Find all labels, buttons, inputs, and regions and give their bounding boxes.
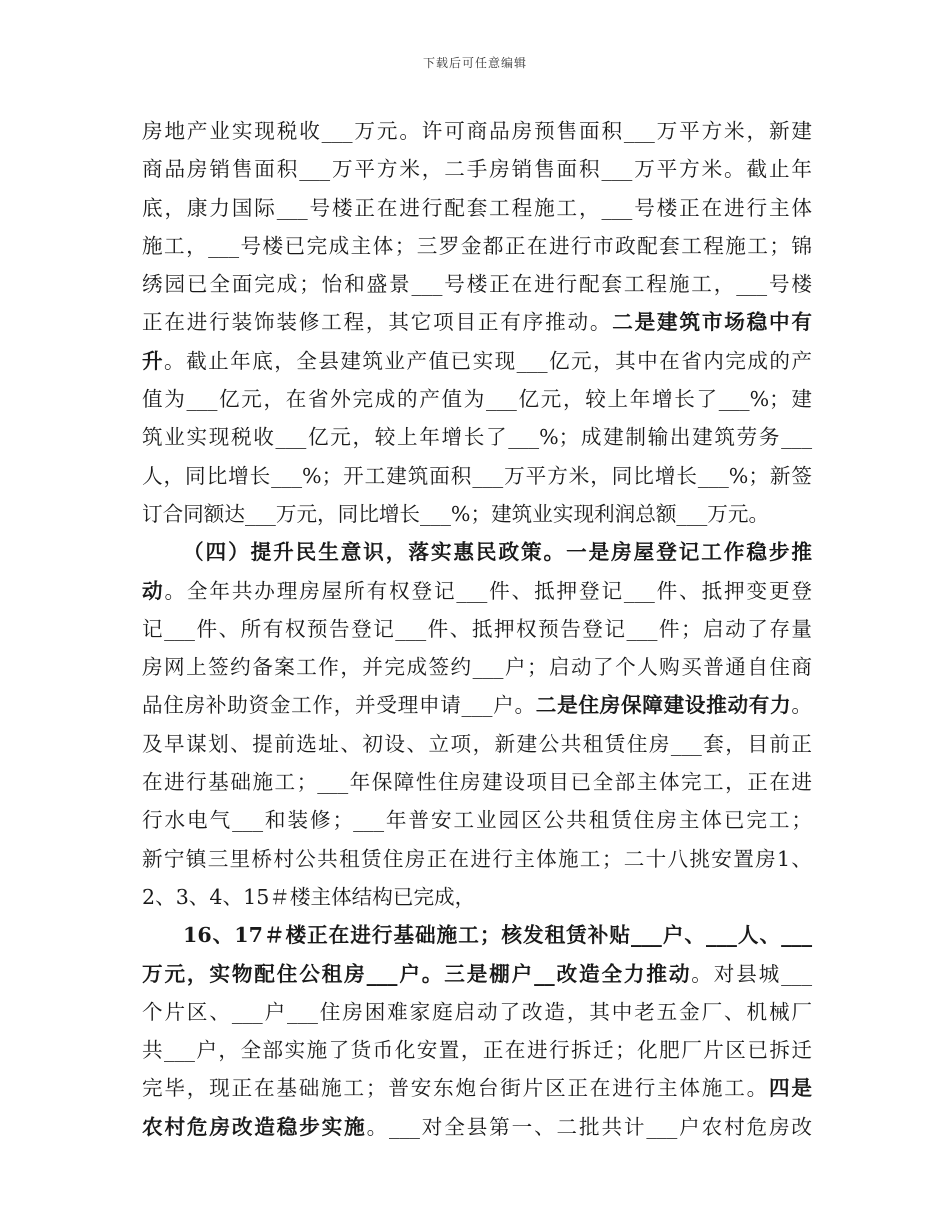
text-segment: 值为___亿元，在省外完成的产值为___亿元，较上年增长了___%；建 xyxy=(142,387,812,412)
text-line xyxy=(142,1031,812,1069)
text-line xyxy=(142,955,812,993)
text-segment: 新宁镇三里桥村公共租赁住房正在进行主体施工；二十八挑安置房1、 xyxy=(142,846,812,871)
text-line xyxy=(142,112,812,150)
text-segment: 共___户，全部实施了货币化安置，正在进行拆迁；化肥厂片区已拆迁 xyxy=(142,1038,812,1063)
text-segment: 房网上签约备案工作，并完成签约___户；启动了个人购买普通自住商 xyxy=(142,655,812,680)
text-line xyxy=(142,878,812,916)
text-segment: 施工，___号楼已完成主体；三罗金都正在进行市政配套工程施工；锦 xyxy=(142,233,812,258)
text-segment: 。截止年底，全县建筑业产值已实现___亿元，其中在省内完成的产 xyxy=(164,348,813,373)
text-line xyxy=(142,686,812,724)
text-line xyxy=(142,265,812,303)
text-line xyxy=(142,227,812,265)
bold-text-segment: 农村危房改造稳步实施 xyxy=(142,1114,367,1139)
text-line xyxy=(142,725,812,763)
text-line xyxy=(142,380,812,418)
text-segment: 。全年共办理房屋所有权登记___件、抵押登记___件、抵押变更登 xyxy=(164,578,813,603)
text-line xyxy=(142,150,812,188)
text-segment: 个片区、___户___住房困难家庭启动了改造，其中老五金厂、机械厂 xyxy=(142,999,812,1024)
text-line xyxy=(142,418,812,456)
document-body xyxy=(142,112,812,1146)
bold-text-segment: 动 xyxy=(142,578,165,603)
text-segment: 订合同额达___万元，同比增长___%；建筑业实现利润总额___万元。 xyxy=(142,501,770,526)
text-segment: 及早谋划、提前选址、初设、立项，新建公共租赁住房___套，目前正 xyxy=(142,731,812,756)
text-segment: 正在进行装饰装修工程，其它项目正有序推动。 xyxy=(142,310,613,335)
text-line xyxy=(142,303,812,341)
bold-text-segment: 四是 xyxy=(769,1076,813,1101)
text-line xyxy=(142,533,812,571)
text-line xyxy=(142,763,812,801)
text-line xyxy=(142,840,812,878)
text-segment: 记___件、所有权预告登记___件、抵押权预告登记___件；启动了存量 xyxy=(142,616,812,641)
text-line xyxy=(142,189,812,227)
text-line xyxy=(142,342,812,380)
bold-text-segment: （四）提升民生意识，落实惠民政策。一是房屋登记工作稳步推 xyxy=(183,540,812,565)
text-segment: 绣园已全面完成；怡和盛景___号楼正在进行配套工程施工，___号楼 xyxy=(142,272,812,297)
text-segment: 完毕，现正在基础施工；普安东炮台街片区正在进行主体施工。 xyxy=(142,1076,770,1101)
text-segment: 。对县城___ xyxy=(691,961,813,986)
text-line xyxy=(142,572,812,610)
text-segment: 2、3、4、15＃楼主体结构已完成， xyxy=(142,884,476,909)
bold-text-segment: 16、17＃楼正在进行基础施工；核发租赁补贴___户、___人、___ xyxy=(183,923,812,948)
text-segment: 人，同比增长___%；开工建筑面积___万平方米，同比增长___%；新签 xyxy=(142,463,812,488)
bold-text-segment: 升 xyxy=(142,348,165,373)
text-line xyxy=(142,457,812,495)
text-line xyxy=(142,610,812,648)
text-line xyxy=(142,801,812,839)
text-line xyxy=(142,1108,812,1146)
text-segment: 底，康力国际___号楼正在进行配套工程施工，___号楼正在进行主体 xyxy=(142,195,812,220)
text-line xyxy=(142,993,812,1031)
text-segment: 。___对全县第一、二批共计___户农村危房改 xyxy=(366,1114,813,1139)
text-segment: 商品房销售面积___万平方米，二手房销售面积___万平方米。截止年 xyxy=(142,157,812,182)
bold-text-segment: 二是住房保障建设推动有力 xyxy=(535,693,792,718)
text-segment: 品住房补助资金工作，并受理申请___户。 xyxy=(142,693,536,718)
text-segment: 。 xyxy=(791,693,813,718)
text-line xyxy=(142,495,812,533)
text-line xyxy=(142,1069,812,1107)
text-segment: 在进行基础施工；___年保障性住房建设项目已全部主体完工，正在进 xyxy=(142,770,812,795)
page-header: 下载后可任意编辑 xyxy=(422,56,527,70)
text-line xyxy=(142,648,812,686)
text-segment: 行水电气___和装修；___年普安工业园区公共租赁住房主体已完工； xyxy=(142,808,812,833)
bold-text-segment: 二是建筑市场稳中有 xyxy=(612,310,813,335)
text-segment: 筑业实现税收___亿元，较上年增长了___%；成建制输出建筑劳务___ xyxy=(142,425,812,450)
text-segment: 房地产业实现税收___万元。许可商品房预售面积___万平方米，新建 xyxy=(142,119,812,143)
text-line xyxy=(142,916,812,954)
bold-text-segment: 万元，实物配住公租房___户。三是棚户__改造全力推动 xyxy=(142,961,692,986)
